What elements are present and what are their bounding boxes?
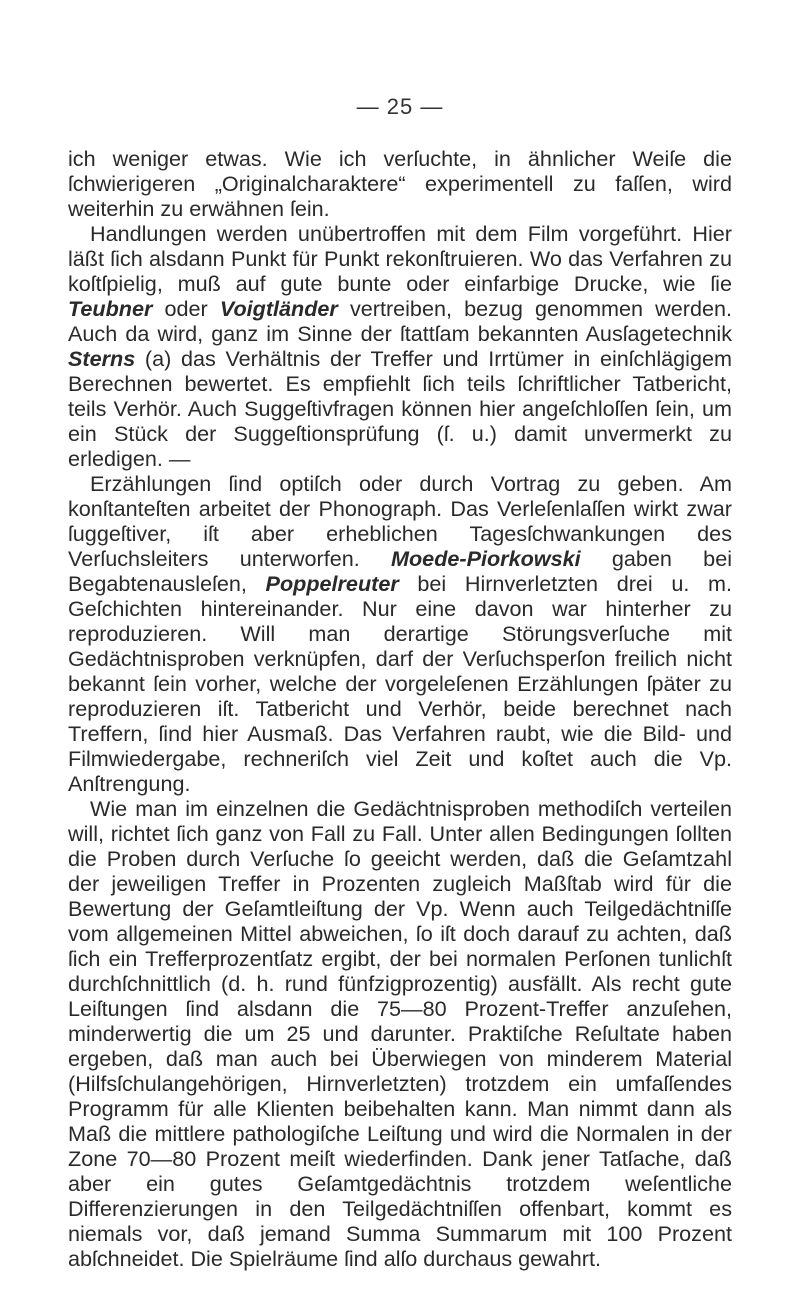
paragraph-2-text-3: vertreiben, bezug genommen werden. Auch da wird, ganz im Sinne der ſtattſam bekannten Ausſagetechnik bbox=[68, 296, 732, 346]
paragraph-2-text-2: oder bbox=[152, 296, 220, 321]
paragraph-2 bbox=[68, 221, 732, 471]
paragraph-4-text: Wie man im einzelnen die Gedächtnisproben methodiſch verteilen will, richtet ſich ganz von Fall zu Fall. Unter allen Bedingungen ſollten die Proben durch Verſuche ſo geeicht werden, daß die Geſamtzahl der jeweiligen Treffer in Prozenten zugleich Maßſtab wird für die Bewertung der Geſamtleiſtung der Vp. Wenn auch Teilgedächtniſſe vom allgemeinen Mittel abweichen, ſo iſt doch darauf zu achten, daß ſich ein Trefferprozentſatz ergibt, der bei normalen Perſonen tunlichſt durchſchnittlich (d. h. rund fünfzigprozentig) ausfällt. Als recht gute Leiſtungen ſind alsdann die 75—80 Prozent-Treffer anzuſehen, minderwertig die um 25 und darunter. Praktiſche Reſultate haben ergeben, daß man auch bei Überwiegen von minderem Material (Hilfsſchulangehörigen, Hirnverletzten) trotzdem ein umfaſſendes Programm für alle Klienten beibehalten kann. Man nimmt dann als Maß die mittlere pathologiſche Leiſtung und wird die Normalen in der Zone 70—80 Prozent meiſt wiederfinden. Dank jener Tatſache, daß aber ein gutes Geſamtgedächtnis trotzdem weſentliche Differenzierungen in den Teilgedächtniſſen offenbart, kommt es niemals vor, daß jemand Summa Summarum mit 100 Prozent abſchneidet. Die Spielräume ſind alſo durchaus gewahrt. bbox=[68, 796, 732, 1271]
paragraph-3-text-1: Erzählungen ſind optiſch oder durch Vortrag zu geben. Am konſtanteſten arbeitet der Phonograph. Das Verleſenlaſſen wirkt zwar ſuggeſtiver, iſt aber erheblichen Tagesſchwankungen des Verſuchsleiters unterworfen. bbox=[68, 471, 732, 571]
paragraph-3-text-3: bei Hirnverletzten drei u. m. Geſchichten hintereinander. Nur eine davon war hinterher zu reproduzieren. Will man derartige Störungsverſuche mit Gedächtnisproben verknüpfen, darf der Verſuchsperſon freilich nicht bekannt ſein vorher, welche der vorgeleſenen Erzählungen ſpäter zu reproduzieren iſt. Tatbericht und Verhör, beide berechnet nach Treffern, ſind hier Ausmaß. Das Verfahren raubt, wie die Bild- und Filmwiedergabe, rechneriſch viel Zeit und koſtet auch die Vp. Anſtrengung. bbox=[68, 571, 732, 796]
author-name-voigtlaender: Voigtländer bbox=[219, 296, 338, 321]
paragraph-3 bbox=[68, 471, 732, 796]
body-text bbox=[68, 146, 732, 1271]
author-name-teubner: Teubner bbox=[68, 296, 153, 321]
page-number: — 25 — bbox=[356, 94, 444, 119]
paragraph-2-text-4: (a) das Verhältnis der Treffer und Irrtümer in einſchlägigem Berechnen bewertet. Es empfiehlt ſich teils ſchriftlicher Tatbericht, teils Verhör. Auch Suggeſtivfragen können hier angeſchloſſen ſein, um ein Stück der Suggeſtionsprüfung (ſ. u.) damit unvermerkt zu erledigen. — bbox=[68, 346, 732, 471]
paragraph-3-text-2: gaben bei Begabtenausleſen, bbox=[68, 546, 732, 596]
paragraph-1-text: ich weniger etwas. Wie ich verſuchte, in ähnlicher Weiſe die ſchwierigeren „Originalcharaktere“ experimentell zu faſſen, wird weiterhin zu erwähnen ſein. bbox=[68, 146, 732, 221]
author-name-moede-piorkowski: Moede-Piorkowski bbox=[391, 546, 581, 571]
author-name-sterns: Sterns bbox=[68, 346, 136, 371]
paragraph-2-text-1: Handlungen werden unübertroffen mit dem Film vorgeführt. Hier läßt ſich alsdann Punkt für Punkt rekonſtruieren. Wo das Verfahren zu koſtſpielig, muß auf gute bunte oder einfarbige Drucke, wie ſie bbox=[68, 221, 732, 296]
paragraph-4 bbox=[68, 796, 732, 1271]
author-name-poppelreuter: Poppelreuter bbox=[265, 571, 399, 596]
paragraph-1 bbox=[68, 146, 732, 221]
